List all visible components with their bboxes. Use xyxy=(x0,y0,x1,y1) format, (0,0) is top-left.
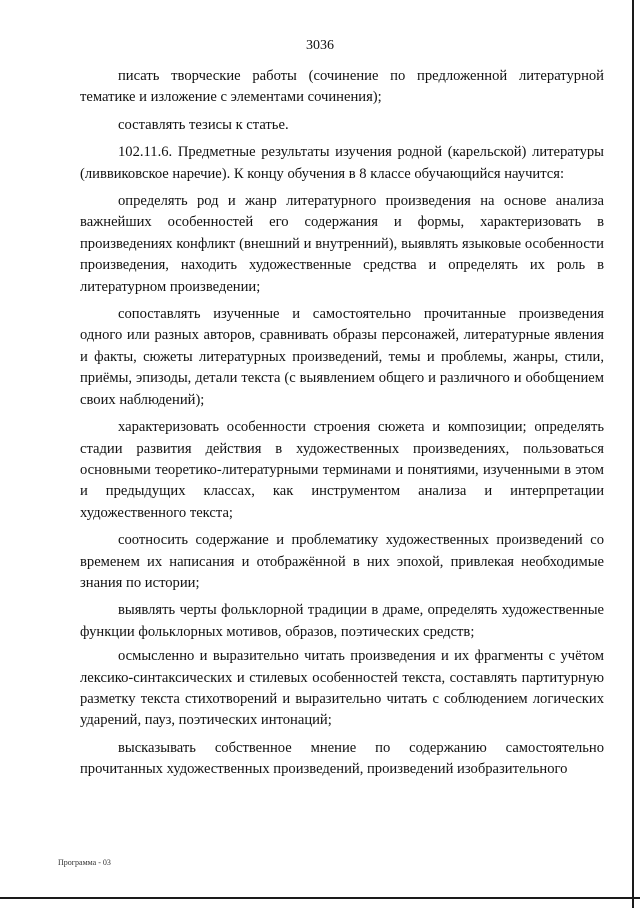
paragraph-5: сопоставлять изученные и самостоятельно прочитанные произведения одного или разных авторов, сравнивать образы персонажей, литературные явления и факты, сюжеты литературных произведений, темы и проблемы, жанры, стили, приёмы, эпизоды, детали текста (с выявлением общего и различного и обобщением своих наблюдений); xyxy=(80,306,604,408)
footer-label: Программа - 03 xyxy=(58,858,111,867)
paragraph-1: писать творческие работы (сочинение по предложенной литературной тематике и изложение с элементами сочинения); xyxy=(80,68,604,106)
paragraph-3: 102.11.6. Предметные результаты изучения родной (карельской) литературы (ливвиковское наречие). К концу обучения в 8 классе обучающийся научится: xyxy=(80,144,604,182)
paragraph-8: выявлять черты фольклорной традиции в драме, определять художественные функции фольклорных мотивов, образов, поэтических средств; xyxy=(80,602,604,640)
document-body xyxy=(80,66,604,787)
paragraph-4: определять род и жанр литературного произведения на основе анализа важнейших особенностей его содержания и формы, характеризовать в произведениях конфликт (внешний и внутренний), выявлять языковые особенности произведения, находить художественные средства и определять их роль в литературном произведении; xyxy=(80,193,604,295)
paragraph-6: характеризовать особенности строения сюжета и композиции; определять стадии развития действия в художественных произведениях, пользоваться основными теоретико-литературными терминами и понятиями, изученными в этом и предыдущих классах, как инструментом анализа и интерпретации художественного текста; xyxy=(80,419,604,521)
paragraph-9: осмысленно и выразительно читать произведения и их фрагменты с учётом лексико-синтаксических и стилевых особенностей текста, составлять партитурную разметку текста стихотворений и выразительно читать с соблюдением логических ударений, пауз, поэтических интонаций; xyxy=(80,648,604,729)
scan-border-right xyxy=(632,0,634,908)
paragraph-7: соотносить содержание и проблематику художественных произведений со временем их написания и отображённой в них эпохой, привлекая необходимые знания по истории; xyxy=(80,532,604,591)
paragraph-10: высказывать собственное мнение по содержанию самостоятельно прочитанных художественных произведений, произведений изобразительного xyxy=(80,739,604,778)
paragraph-2: составлять тезисы к статье. xyxy=(118,116,289,133)
page-number: 3036 xyxy=(306,38,334,53)
scan-border-bottom xyxy=(0,897,640,899)
